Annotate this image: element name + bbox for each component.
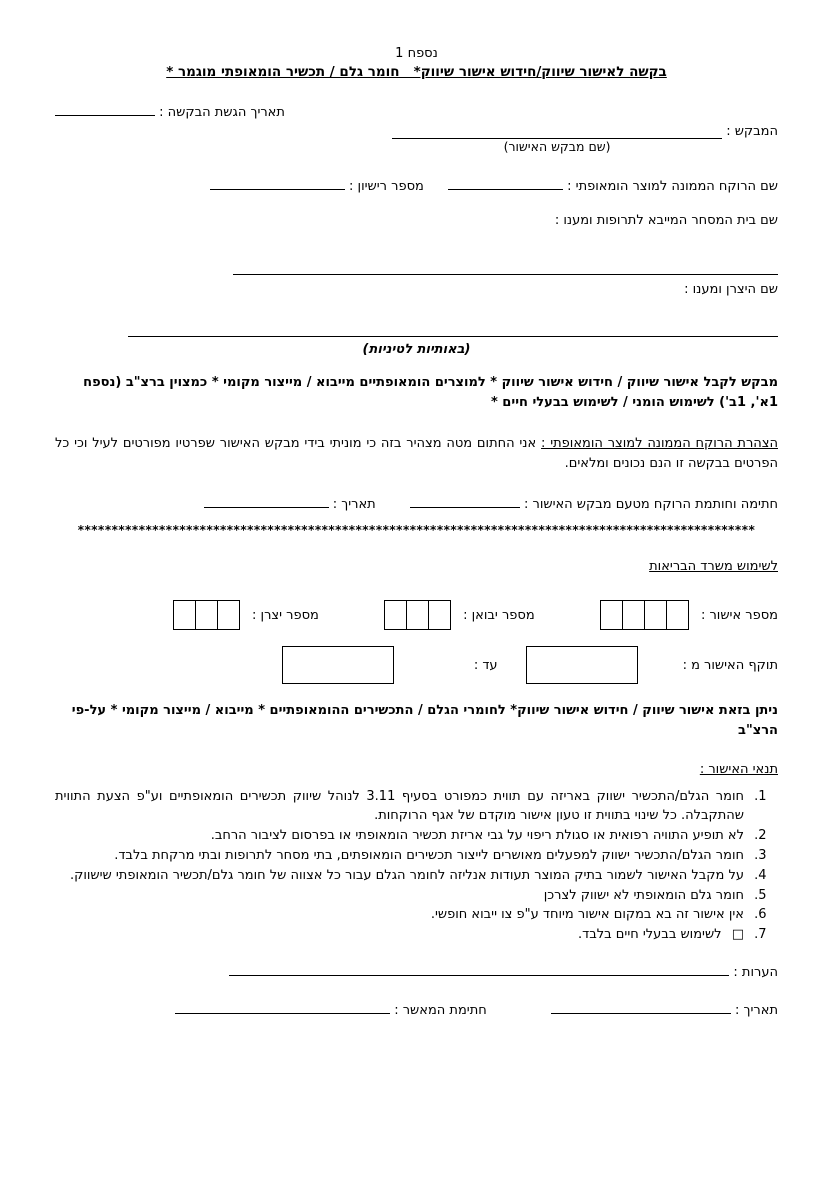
manufacturer-name-line xyxy=(128,323,778,337)
notes-line xyxy=(229,962,729,976)
latin-letters-caption: (באותיות לטיניות) xyxy=(362,342,471,357)
validity-from-box xyxy=(526,646,638,684)
condition-item: 1. חומר הגלם/התכשיר ישווק באריזה עם תווית כמפורט בסעיף 3.11 לנוהל שיווק תכשירים הומאופתיים וע"פ הצעת התווית שהתקבלה. כל שינוי בתווית זו טעון אישור מוקדם של אגף הרוקחות. xyxy=(55,788,750,826)
approval-date-label: תאריך : xyxy=(735,1003,778,1019)
condition-item: 4. על מקבל האישור לשמור בתיק המוצר תעודות אנליזה לחומר הגלם עבור כל אצווה של חומר גלם/תכשיר הומאופתי שישווק. xyxy=(55,867,750,886)
applicant-name-field xyxy=(392,124,722,155)
importer-number-boxes xyxy=(384,600,451,630)
trade-house-label: שם בית המסחר המייבא לתרופות ומענו : xyxy=(554,213,778,228)
importer-number-cell xyxy=(406,600,429,630)
validity-from-label: תוקף האישור מ : xyxy=(682,657,778,673)
condition-item: 6. אין אישור זה בא במקום אישור מיוחד ע"פ צו ייבוא חופשי. xyxy=(55,906,750,925)
approver-row xyxy=(55,1000,778,1018)
pharmacist-signature-row xyxy=(55,494,778,512)
validity-to-label: עד : xyxy=(473,657,498,673)
approval-number-boxes xyxy=(600,600,689,630)
submission-date-label: תאריך הגשת הבקשה : xyxy=(159,105,285,120)
manufacturer-number-label: מספר יצרן : xyxy=(252,607,319,623)
manufacturer-number-field xyxy=(173,600,319,630)
approval-number-field xyxy=(600,600,778,630)
validity-to-box xyxy=(282,646,394,684)
condition-item: 3. חומר הגלם/התכשיר ישווק למפעלים מאושרים לייצור תכשירים הומאופתים, בתי מסחר לתרופות ובתי מרקחת בלבד. xyxy=(55,847,750,866)
notes-row xyxy=(55,962,778,980)
pharmacist-row xyxy=(55,176,778,194)
manufacturer-number-cell xyxy=(195,600,218,630)
approval-number-cell xyxy=(644,600,667,630)
importer-number-cell xyxy=(384,600,407,630)
submission-date-row xyxy=(55,102,778,120)
number-fields-row xyxy=(55,600,778,630)
applicant-label: המבקש : xyxy=(726,124,778,139)
approval-number-cell xyxy=(600,600,623,630)
manufacturer-label: שם היצרן ומענו : xyxy=(684,282,778,297)
ministry-use-heading: לשימוש משרד הבריאות xyxy=(649,559,778,574)
appendix-label: נספח 1 xyxy=(395,46,438,61)
manufacturer-name-row xyxy=(55,323,778,341)
approver-signature-line xyxy=(175,1000,390,1014)
approver-signature-label: חתימת המאשר : xyxy=(394,1003,487,1019)
condition-item: 5. חומר גלם הומאופתי לא ישווק לצרכן xyxy=(55,887,750,906)
declaration-label: הצהרת הרוקח הממונה למוצר הומאופתי : xyxy=(541,436,778,451)
approval-date-line xyxy=(551,1000,731,1014)
validity-row xyxy=(55,646,778,684)
checkbox-icon: □ xyxy=(731,927,744,943)
condition-item-text: לשימוש בבעלי חיים בלבד. xyxy=(578,927,722,943)
trade-house-address-line xyxy=(233,261,778,275)
manufacturer-number-cell xyxy=(173,600,196,630)
conditions-list xyxy=(55,788,778,945)
pharmacist-signature-line xyxy=(410,494,520,508)
approval-number-label: מספר אישור : xyxy=(700,607,778,623)
grant-paragraph: ניתן בזאת אישור שיווק / חידוש אישור שיווק* לחומרי הגלם / התכשירים ההומאופתיים * מייבוא / מייצור מקומי * על-פי הרצ"ב xyxy=(71,703,778,739)
manufacturer-number-cell xyxy=(217,600,240,630)
pharmacist-signature-label: חתימה וחותמת הרוקח מטעם מבקש האישור : xyxy=(523,497,778,512)
marketing-request-paragraph: מבקש לקבל אישור שיווק / חידוש אישור שיווק * למוצרים הומאופתיים מייבוא / מייצור מקומי * כמצוין ברצ"ב (נספח 1א', 1ב') לשימוש הומני / לשימוש בבעלי חיים * xyxy=(83,375,778,410)
asterisk-separator: **************************************************************************************************** xyxy=(77,523,756,537)
importer-number-field xyxy=(384,600,535,630)
license-number-line xyxy=(210,176,345,190)
applicant-row xyxy=(55,124,778,155)
license-number-label: מספר רישיון : xyxy=(349,179,424,194)
pharmacist-name-label: שם הרוקח הממונה למוצר הומאופתי : xyxy=(567,179,778,194)
condition-item: 2. לא תופיע התוויה רפואית או סגולת ריפוי על גבי אריזת תכשיר הומאופתי או בפרסום לציבור הרחב. xyxy=(55,827,750,846)
conditions-heading: תנאי האישור : xyxy=(699,762,778,778)
condition-item xyxy=(55,926,750,945)
pharmacist-declaration xyxy=(55,434,778,473)
submission-date-line xyxy=(55,102,155,116)
signature-date-line xyxy=(204,494,329,508)
approval-number-cell xyxy=(622,600,645,630)
manufacturer-number-boxes xyxy=(173,600,240,630)
signature-date-label: תאריך : xyxy=(332,497,376,512)
approval-number-cell xyxy=(666,600,689,630)
importer-number-label: מספר יבואן : xyxy=(463,607,535,623)
pharmacist-name-line xyxy=(448,176,563,190)
notes-label: הערות : xyxy=(733,965,778,981)
trade-house-address-row xyxy=(55,261,778,279)
applicant-name-caption: (שם מבקש האישור) xyxy=(503,139,611,154)
applicant-name-line xyxy=(392,124,722,139)
declaration-text: אני החתום מטה מצהיר בזה כי מוניתי בידי מבקש האישור שפרטיו מפורטים לעיל וכי כל הפרטים בבקשה זו הנם נכונים ומלאים. xyxy=(55,436,778,471)
importer-number-cell xyxy=(428,600,451,630)
form-title: בקשה לאישור שיווק/חידוש אישור שיווק* חומר גלם / תכשיר הומאופתי מוגמר * xyxy=(166,64,667,80)
